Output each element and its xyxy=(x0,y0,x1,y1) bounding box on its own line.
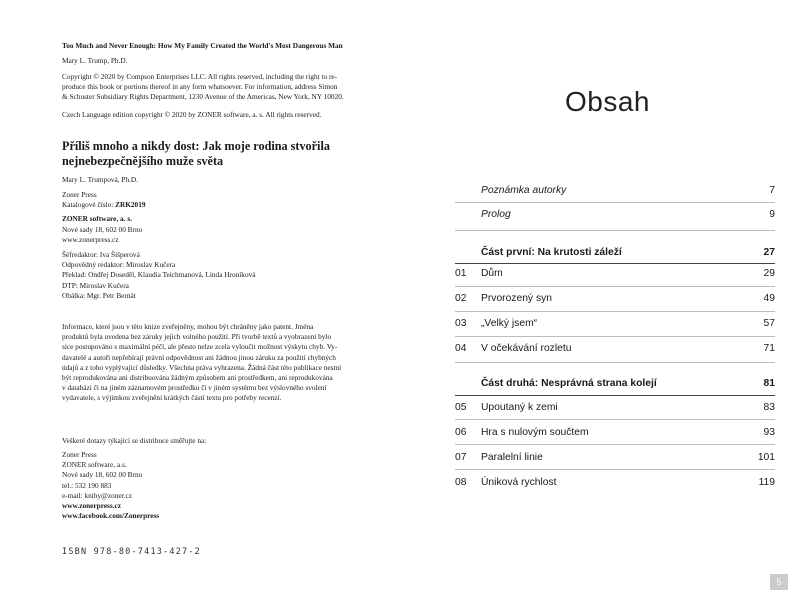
contact-line: e-mail: knihy@zoner.cz xyxy=(62,490,132,500)
toc-divider xyxy=(455,336,775,337)
original-copyright xyxy=(62,72,407,103)
toc-entry-label: Upoutaný k zemi xyxy=(481,402,558,413)
toc-entry-label: „Velký jsem“ xyxy=(481,318,538,329)
toc-section-label: Část první: Na krutosti záleží xyxy=(481,247,622,258)
distribution-intro: Veškeré dotazy týkající se distribuce směřujte na: xyxy=(62,436,207,445)
contact-line: Nové sady 18, 602 00 Brno xyxy=(62,470,143,480)
toc-page-number: 27 xyxy=(763,247,775,258)
toc-divider xyxy=(455,286,775,287)
czech-title-line-2: nejnebezpečnějšího muže světa xyxy=(62,154,224,168)
credit-line: DTP: Miroslav Kučera xyxy=(62,280,129,290)
contact-line: ZONER software, a.s. xyxy=(62,460,127,470)
toc-title: Obsah xyxy=(565,86,650,117)
toc-divider xyxy=(455,362,775,363)
contact-website: www.zonerpress.cz xyxy=(62,501,122,511)
toc-divider xyxy=(455,419,775,420)
page-number-badge: 5 xyxy=(770,574,788,590)
credit-line: Odpovědný redaktor: Miroslav Kučera xyxy=(62,260,176,270)
company-address: Nové sady 18, 602 00 Brno xyxy=(62,224,143,234)
toc-page-number: 9 xyxy=(769,209,775,220)
contact-facebook: www.facebook.com/Zonerpress xyxy=(62,511,160,521)
disclaimer-line: davatelé a autoři nepřebírají právní odpovědnost ani žádnou jinou záruku za použití chybných xyxy=(62,352,336,362)
disclaimer-line: produktů byla uvedena bez záruky jejich volného použití. Při tvorbě textů a vyobrazení bylo xyxy=(62,332,332,342)
toc-divider xyxy=(455,230,775,231)
toc-entry-label: Úniková rychlost xyxy=(481,477,557,488)
toc-entry-label: V očekávání rozletu xyxy=(481,343,572,354)
publisher-name: Zoner Press xyxy=(62,190,97,199)
toc-divider xyxy=(455,469,775,470)
toc-chapter-number: 05 xyxy=(455,402,467,413)
credit-line: Šéfredaktor: Iva Šišperová xyxy=(62,250,140,259)
toc-entry-label: Paralelní linie xyxy=(481,452,543,463)
catalog-number xyxy=(62,200,402,210)
toc-chapter-number: 03 xyxy=(455,318,467,329)
credit-line: Překlad: Ondřej Doseděl, Klaudia Teichmanová, Linda Hroníková xyxy=(62,270,256,280)
toc-entry[interactable] xyxy=(455,402,775,420)
isbn: ISBN 978-80-7413-427-2 xyxy=(62,547,201,557)
czech-title-line-1: Příliš mnoho a nikdy dost: Jak moje rodina stvořila xyxy=(62,139,330,153)
company-name: ZONER software, a. s. xyxy=(62,214,132,224)
copyright-line-1: Copyright © 2020 by Compson Enterprises LLC. All rights reserved, including the right to re- xyxy=(62,72,338,81)
toc-entry[interactable] xyxy=(455,343,775,361)
catalog-code: ZRK2019 xyxy=(115,200,146,210)
toc-divider xyxy=(455,444,775,445)
toc-entry-label: Poznámka autorky xyxy=(481,185,567,196)
toc-page-number: 57 xyxy=(763,318,775,329)
toc-entry-label: Hra s nulovým součtem xyxy=(481,427,589,438)
toc-entry[interactable] xyxy=(455,185,775,203)
copyright-line-3: & Schuster Subsidiary Rights Department, 1230 Avenue of the Americas, New York, NY 10020. xyxy=(62,92,344,102)
toc-entry[interactable] xyxy=(455,452,775,470)
toc-chapter-number: 02 xyxy=(455,293,467,304)
toc-page-number: 71 xyxy=(763,343,775,354)
toc-entry-label: Prvorozený syn xyxy=(481,293,552,304)
toc-chapter-number: 08 xyxy=(455,477,467,488)
toc-page-number: 81 xyxy=(763,378,775,389)
disclaimer-line: v databázi či na jiném záznamovém prostředku či v jiném systému bez výslovného svolení xyxy=(62,383,327,393)
company-website: www.zonerpress.cz xyxy=(62,234,119,244)
toc-divider xyxy=(455,202,775,203)
czech-edition-copyright: Czech Language edition copyright © 2020 by ZONER software, a. s. All rights reserved. xyxy=(62,110,322,119)
distribution-contact xyxy=(62,450,402,521)
toc-entry[interactable] xyxy=(455,318,775,336)
toc-entry[interactable] xyxy=(455,293,775,311)
toc-divider xyxy=(455,395,775,396)
disclaimer-line: sice postupováno s maximální péčí, ale přesto nelze zcela vyloučit možnost výskytu chyb. Vy- xyxy=(62,342,338,352)
disclaimer-line: Informace, které jsou v této knize zveřejněny, mohou být chráněny jako patent. Jména xyxy=(62,322,314,331)
czech-title xyxy=(62,139,402,169)
toc-page-number: 29 xyxy=(763,268,775,279)
toc-chapter-number: 01 xyxy=(455,268,467,279)
contact-line: tel.: 532 190 883 xyxy=(62,480,112,490)
czech-author: Mary L. Trumpová, Ph.D. xyxy=(62,175,139,184)
original-title: Too Much and Never Enough: How My Family Created the World's Most Dangerous Man xyxy=(62,41,343,50)
toc-section-label: Část druhá: Nesprávná strana kolejí xyxy=(481,378,657,389)
original-author: Mary L. Trump, Ph.D. xyxy=(62,56,128,65)
toc-page-number: 101 xyxy=(757,452,775,463)
toc-entry[interactable] xyxy=(455,477,775,495)
catalog-label: Katalogové číslo: xyxy=(62,200,116,210)
toc-entry[interactable] xyxy=(455,209,775,227)
toc-divider xyxy=(455,311,775,312)
copyright-line-2: produce this book or portions thereof in any form whatsoever. For information, address Simon xyxy=(62,82,338,92)
toc-chapter-number: 07 xyxy=(455,452,467,463)
toc-entry[interactable] xyxy=(455,427,775,445)
credits-block xyxy=(62,250,402,301)
publisher-block xyxy=(62,190,402,245)
toc-chapter-number: 04 xyxy=(455,343,467,354)
disclaimer-line: údajů a z toho vyplývající důsledky. Všechna práva vyhrazena. Žádná část této publikace nesmí xyxy=(62,362,342,372)
disclaimer-paragraph xyxy=(62,322,407,404)
toc-page-number: 7 xyxy=(769,185,775,196)
toc-entry-label: Dům xyxy=(481,268,503,279)
disclaimer-line: být reprodukována ani distribuována žádným způsobem ani prostředkem, ani reprodukována xyxy=(62,373,333,383)
credit-line: Obálka: Mgr. Petr Bernát xyxy=(62,290,136,300)
toc-entry-label: Prolog xyxy=(481,209,511,220)
disclaimer-line: vydavatele, s výjimkou zveřejnění krátkých částí textu pro potřeby recenzí. xyxy=(62,393,282,403)
toc-page-number: 119 xyxy=(758,477,775,488)
toc-page-number: 83 xyxy=(763,402,775,413)
toc-entry[interactable] xyxy=(455,268,775,286)
contact-line: Zoner Press xyxy=(62,450,97,459)
toc-chapter-number: 06 xyxy=(455,427,467,438)
toc-page-number: 93 xyxy=(763,427,775,438)
toc-page-number: 49 xyxy=(763,293,775,304)
toc-section[interactable] xyxy=(455,378,775,396)
toc-divider xyxy=(455,263,775,264)
